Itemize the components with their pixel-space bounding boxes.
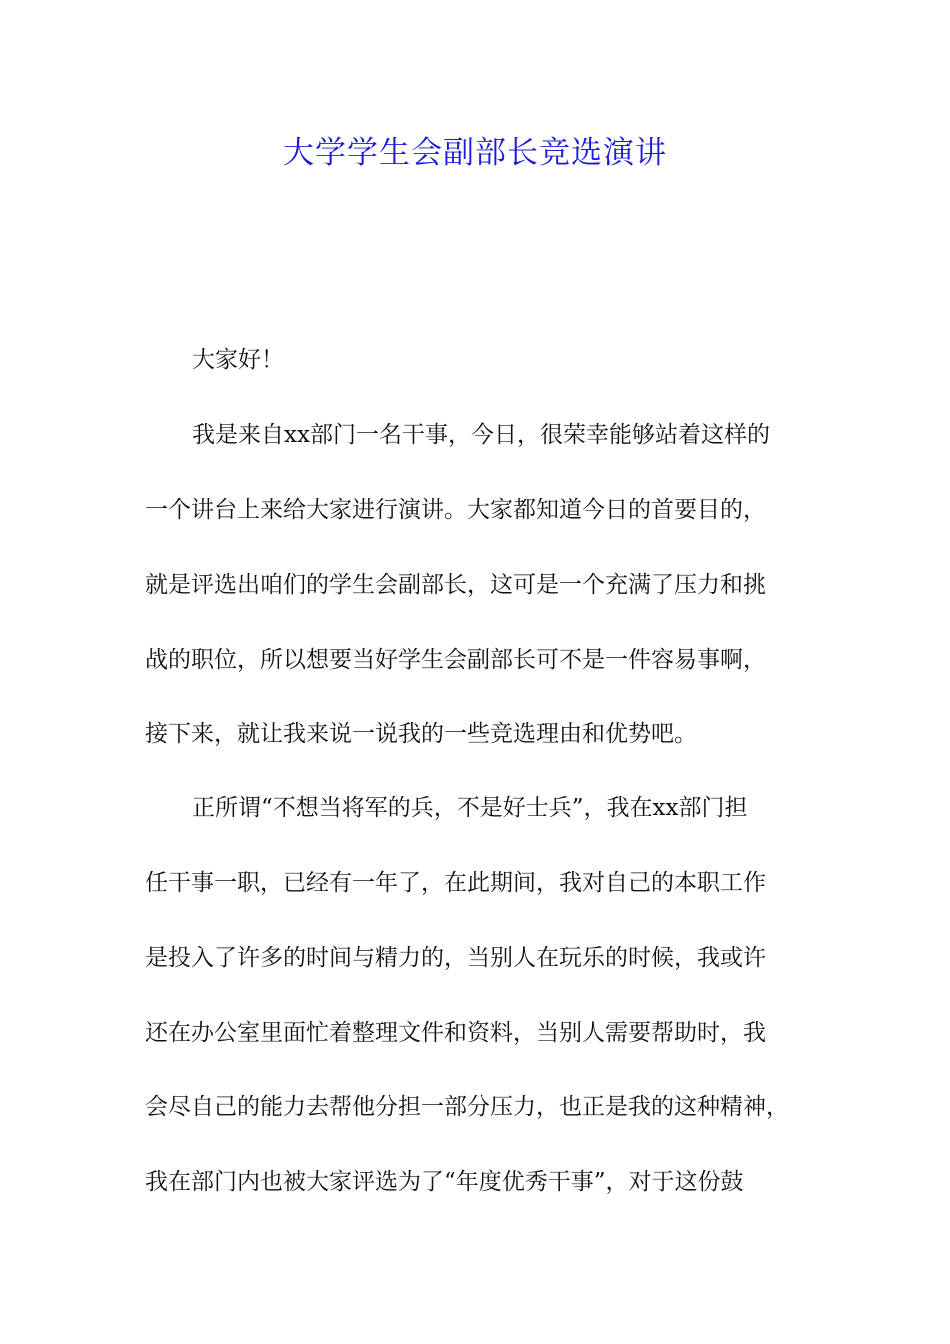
paragraph-line: 我在部门内也被大家评选为了“年度优秀干事”，对于这份鼓	[145, 1169, 744, 1195]
paragraph-line: 任干事一职，已经有一年了，在此期间，我对自己的本职工作	[145, 870, 766, 896]
paragraph-line: 我是来自xx部门一名干事，今日，很荣幸能够站着这样的	[192, 422, 770, 448]
paragraph-line: 会尽自己的能力去帮他分担一部分压力，也正是我的这种精神，	[145, 1094, 789, 1120]
paragraph-line: 是投入了许多的时间与精力的，当别人在玩乐的时候，我或许	[145, 945, 766, 971]
paragraph-line: 还在办公室里面忙着整理文件和资料，当别人需要帮助时，我	[145, 1020, 766, 1046]
paragraph-line: 接下来，就让我来说一说我的一些竞选理由和优势吧。	[145, 721, 697, 747]
paragraph-line: 战的职位，所以想要当好学生会副部长可不是一件容易事啊，	[145, 647, 766, 673]
paragraph-line: 一个讲台上来给大家进行演讲。大家都知道今日的首要目的，	[145, 497, 766, 523]
paragraph-line: 就是评选出咱们的学生会副部长，这可是一个充满了压力和挑	[145, 572, 766, 598]
paragraph-line-greeting: 大家好！	[192, 347, 284, 373]
paragraph-line: 正所谓“不想当将军的兵，不是好士兵”，我在xx部门担	[192, 795, 748, 821]
document-title: 大学学生会副部长竞选演讲	[283, 135, 667, 171]
